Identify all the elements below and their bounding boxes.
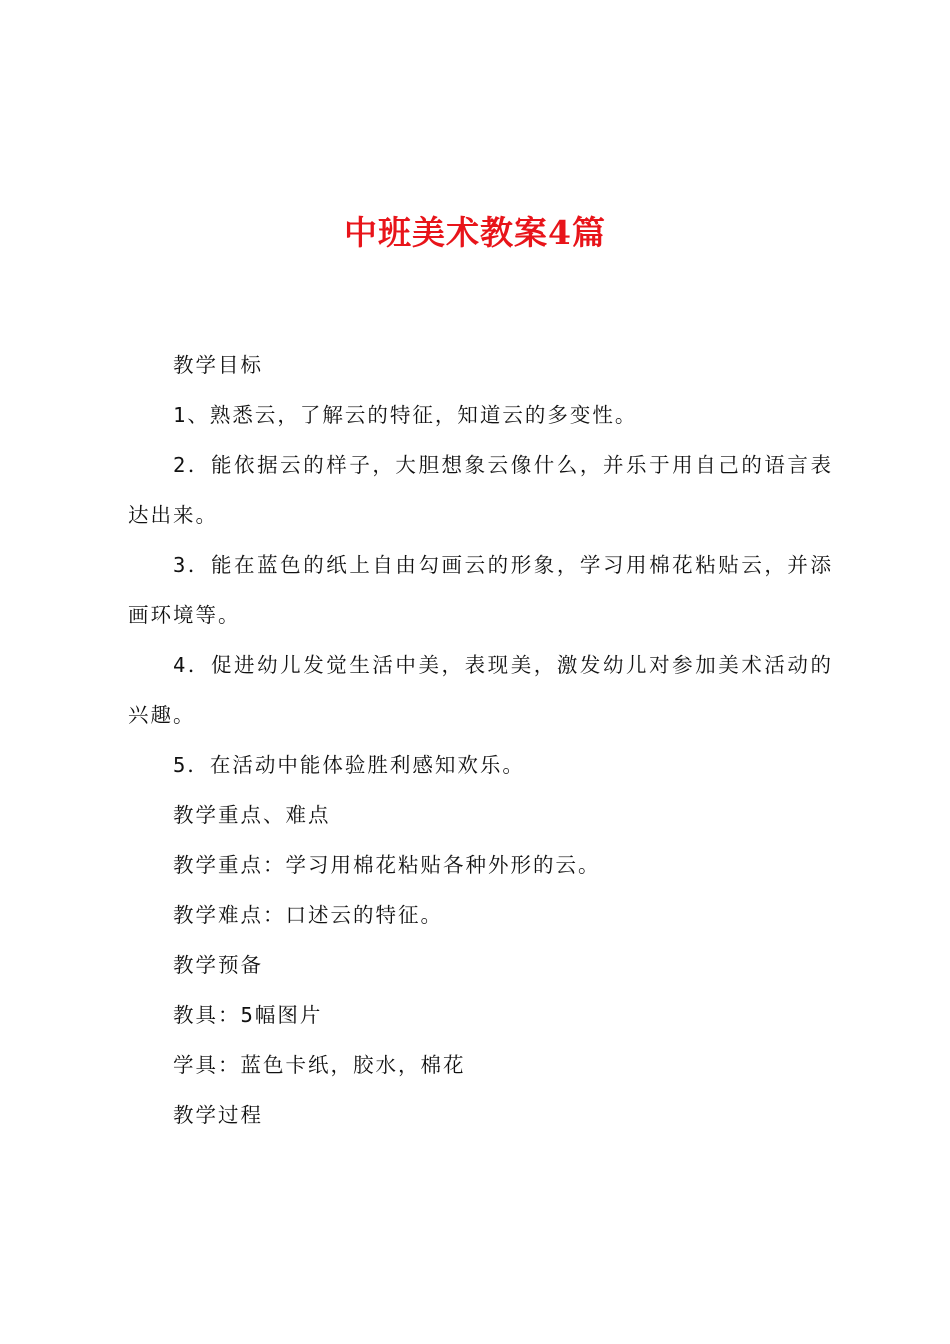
objective-item-4: 4．促进幼儿发觉生活中美，表现美，激发幼儿对参加美术活动的兴趣。 bbox=[128, 653, 833, 727]
preparation-student-materials: 学具：蓝色卡纸，胶水，棉花 bbox=[173, 1053, 466, 1077]
document-body bbox=[128, 340, 833, 1140]
document-title: 中班美术教案4篇 bbox=[344, 213, 606, 252]
key-point-difficulty: 教学难点：口述云的特征。 bbox=[173, 903, 443, 927]
section-heading-objectives: 教学目标 bbox=[173, 353, 263, 377]
objective-item-3: 3．能在蓝色的纸上自由勾画云的形象，学习用棉花粘贴云，并添画环境等。 bbox=[128, 553, 833, 627]
section-heading-process: 教学过程 bbox=[173, 1103, 263, 1127]
key-point-focus: 教学重点：学习用棉花粘贴各种外形的云。 bbox=[173, 853, 601, 877]
section-heading-preparation: 教学预备 bbox=[173, 953, 263, 977]
preparation-teaching-aids: 教具：5幅图片 bbox=[173, 1003, 323, 1027]
objective-item-2: 2．能依据云的样子，大胆想象云像什么，并乐于用自己的语言表达出来。 bbox=[128, 453, 833, 527]
objective-item-5: 5．在活动中能体验胜利感知欢乐。 bbox=[173, 753, 525, 777]
objective-item-1: 1、熟悉云，了解云的特征，知道云的多变性。 bbox=[173, 403, 638, 427]
section-heading-key-points: 教学重点、难点 bbox=[173, 803, 331, 827]
